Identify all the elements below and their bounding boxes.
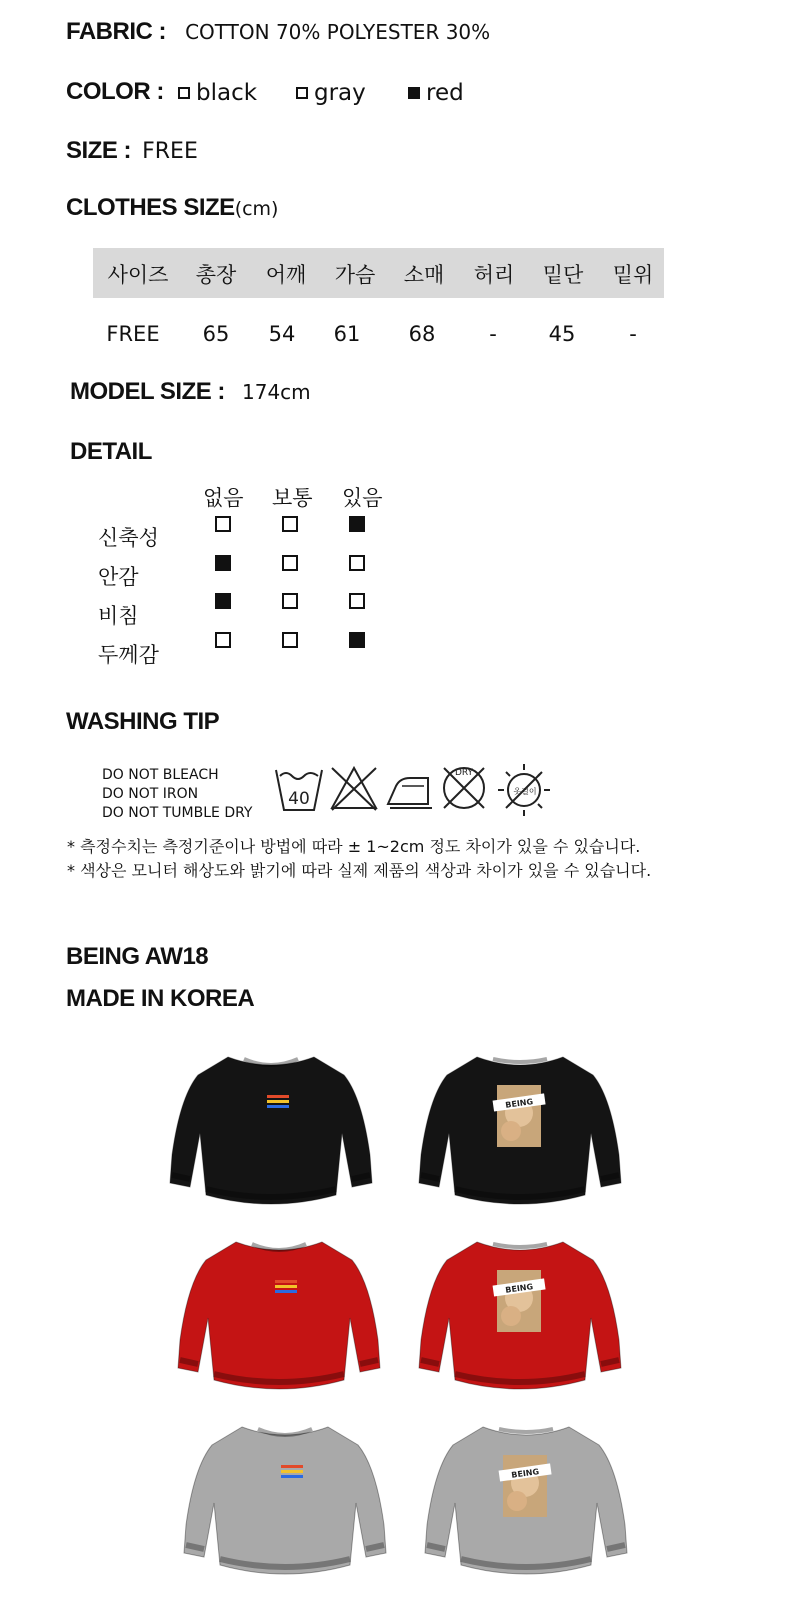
- size-header-cell: 허리: [473, 263, 515, 287]
- detail-title: DETAIL: [70, 438, 152, 465]
- detail-checked-icon: [215, 555, 231, 571]
- brand-origin: MADE IN KOREA: [66, 985, 255, 1012]
- iron-icon: [388, 778, 432, 808]
- sweatshirt-front-image: [180, 1415, 390, 1585]
- svg-text:BEING: BEING: [504, 1282, 534, 1295]
- washing-title: WASHING TIP: [66, 708, 220, 735]
- detail-unchecked-icon: [282, 516, 298, 532]
- washing-instructions: [102, 766, 253, 823]
- no-dry-icon: [444, 768, 484, 808]
- size-table: [0, 0, 800, 360]
- detail-unchecked-icon: [349, 555, 365, 571]
- clothes-size-unit: (cm): [234, 198, 279, 220]
- note-line: * 색상은 모니터 해상도와 밝기에 따라 실제 제품의 색상과 차이가 있을 수 있습니다.: [67, 861, 652, 880]
- size-value-cell: -: [489, 322, 497, 346]
- svg-text:옷걸이: 옷걸이: [513, 787, 537, 796]
- washing-icons: [272, 762, 572, 822]
- brand-season: BEING AW18: [66, 943, 209, 970]
- size-header-cell: 소매: [403, 263, 445, 287]
- sweatshirt-front-image: [166, 1045, 376, 1215]
- detail-unchecked-icon: [282, 555, 298, 571]
- detail-row-label: 두께감: [98, 643, 159, 667]
- no-bleach-icon: [332, 768, 376, 810]
- size-label: SIZE :: [66, 137, 132, 164]
- sweatshirt-back-image: [415, 1230, 625, 1400]
- size-header-cell: 사이즈: [107, 263, 169, 287]
- color-label: COLOR :: [66, 78, 164, 105]
- size-value-cell: -: [629, 322, 637, 346]
- size-value-cell: 54: [268, 322, 296, 346]
- size-value-cell: 61: [333, 322, 361, 346]
- hanger-dry-icon: [498, 764, 550, 816]
- detail-row-label: 비침: [98, 604, 139, 628]
- detail-column-label: 있음: [342, 486, 383, 510]
- svg-text:BEING: BEING: [504, 1097, 534, 1110]
- detail-unchecked-icon: [282, 632, 298, 648]
- color-option-red: red: [408, 80, 464, 106]
- detail-column-label: 보통: [272, 486, 313, 510]
- detail-grid: [0, 470, 420, 670]
- washing-line: DO NOT BLEACH: [102, 767, 219, 783]
- fabric-label: FABRIC :: [66, 18, 166, 45]
- svg-text:DRY: DRY: [454, 768, 474, 778]
- size-header-cell: 밑단: [542, 263, 584, 287]
- note-line: * 측정수치는 측정기준이나 방법에 따라 ± 1~2cm 정도 차이가 있을 수 있습니다.: [67, 837, 641, 856]
- size-value-cell: 65: [202, 322, 230, 346]
- detail-unchecked-icon: [215, 632, 231, 648]
- model-size-label: MODEL SIZE :: [70, 378, 225, 405]
- detail-unchecked-icon: [349, 593, 365, 609]
- size-value-cell: 68: [408, 322, 436, 346]
- size-header-cell: 총장: [195, 263, 237, 287]
- svg-text:40: 40: [288, 789, 310, 809]
- detail-unchecked-icon: [282, 593, 298, 609]
- model-size-value: 174cm: [242, 380, 311, 404]
- detail-checked-icon: [215, 593, 231, 609]
- size-header-cell: 밑위: [612, 263, 654, 287]
- sweatshirt-front-image: [174, 1230, 384, 1400]
- sweatshirt-back-image: [415, 1045, 625, 1215]
- size-value: FREE: [142, 139, 198, 164]
- washing-line: DO NOT TUMBLE DRY: [102, 805, 253, 821]
- size-header-cell: 가슴: [334, 263, 376, 287]
- color-option-gray: gray: [296, 80, 366, 106]
- wash-40-icon: [276, 770, 322, 810]
- detail-row-label: 신축성: [98, 526, 159, 550]
- color-option-black: black: [178, 80, 257, 106]
- notes: [67, 835, 651, 883]
- size-header-cell: 어깨: [265, 263, 307, 287]
- washing-line: DO NOT IRON: [102, 786, 199, 802]
- detail-column-label: 없음: [203, 486, 244, 510]
- detail-checked-icon: [349, 516, 365, 532]
- detail-row-label: 안감: [98, 565, 139, 589]
- size-value-cell: FREE: [106, 322, 160, 346]
- detail-checked-icon: [349, 632, 365, 648]
- svg-text:BEING: BEING: [510, 1467, 540, 1480]
- fabric-value: COTTON 70% POLYESTER 30%: [185, 20, 491, 44]
- clothes-size-title: CLOTHES SIZE: [66, 194, 235, 221]
- detail-unchecked-icon: [215, 516, 231, 532]
- model-size-row: [70, 378, 311, 406]
- size-value-cell: 45: [548, 322, 576, 346]
- sweatshirt-back-image: [421, 1415, 631, 1585]
- brand-block: [66, 936, 254, 1020]
